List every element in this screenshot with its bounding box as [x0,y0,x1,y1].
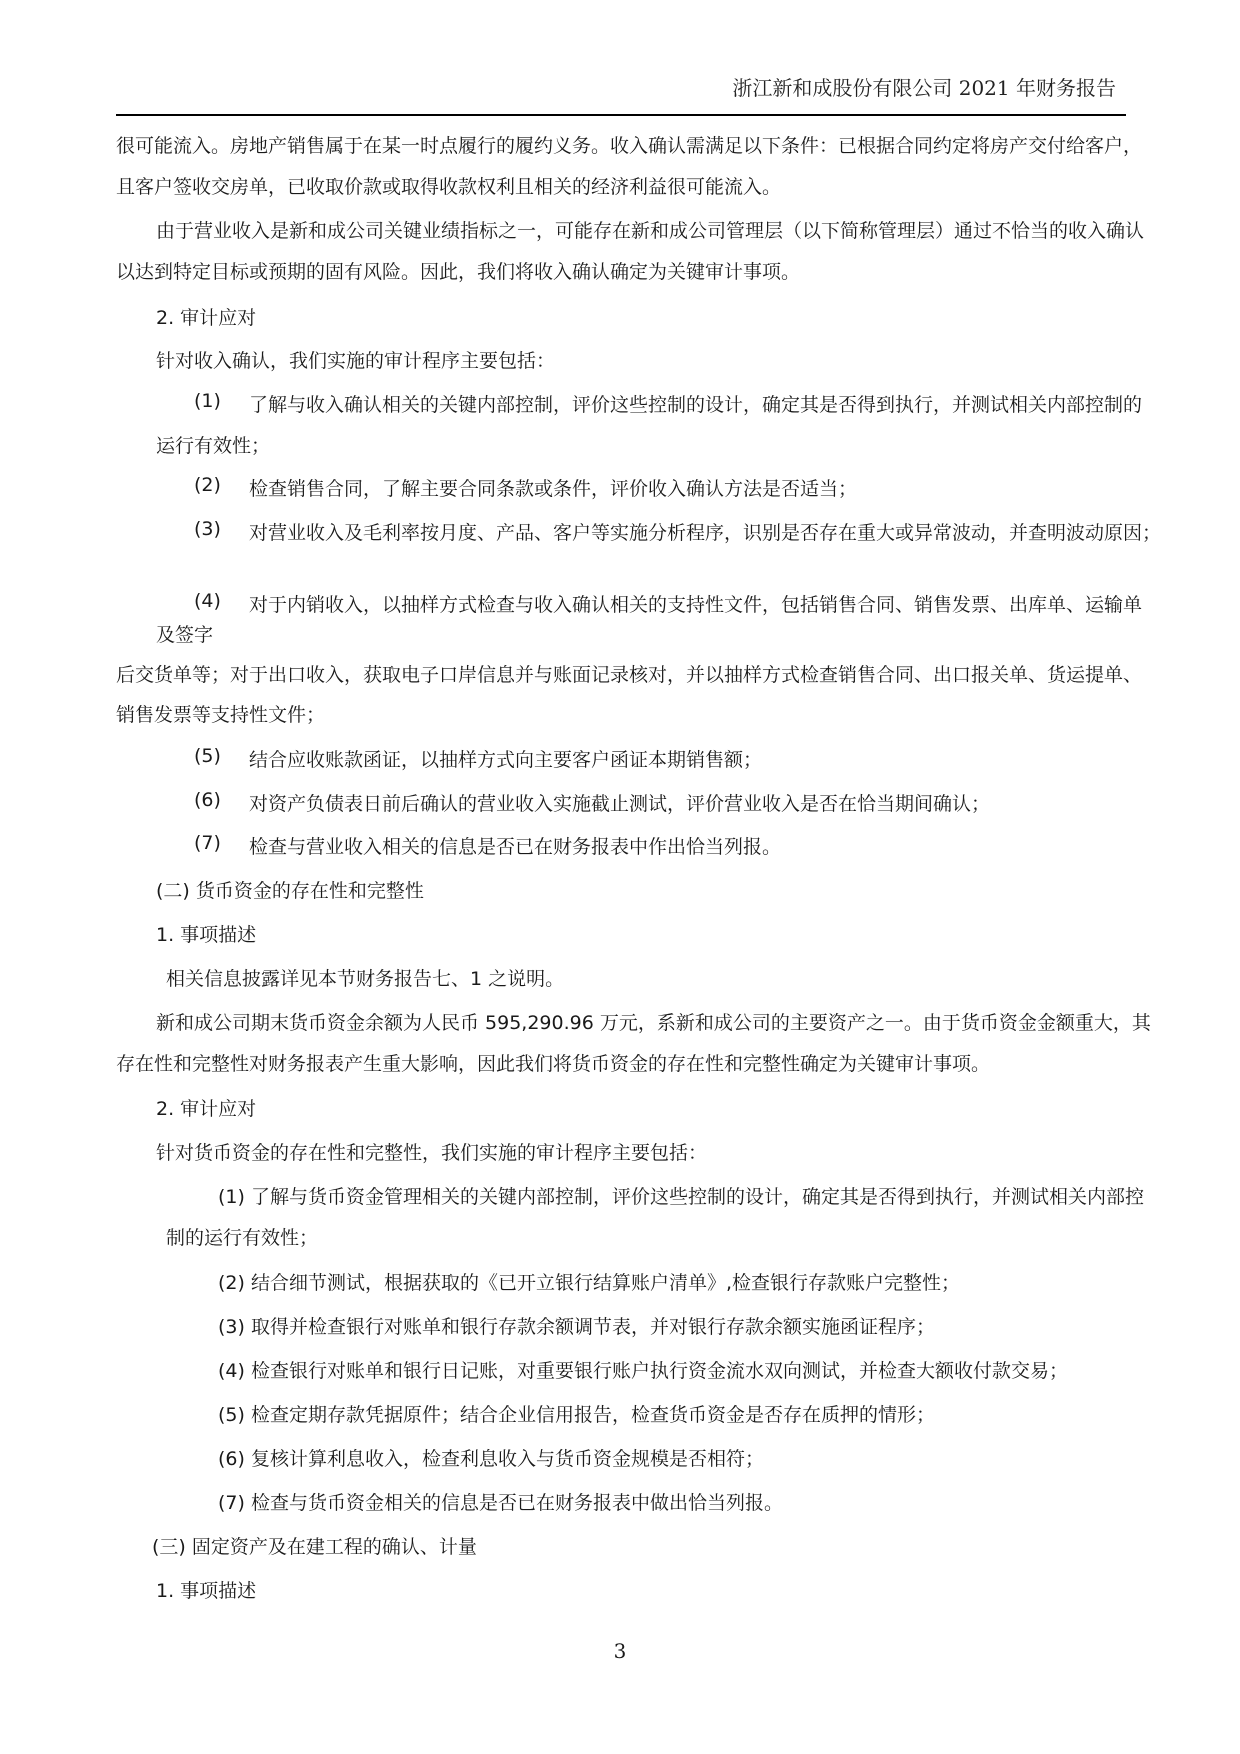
section-heading: 1. 事项描述 [156,924,257,946]
section-heading: (二) 货币资金的存在性和完整性 [156,880,424,902]
list-item: 检查与营业收入相关的信息是否已在财务报表中作出恰当列报。 [249,836,782,858]
intro-text: 针对货币资金的存在性和完整性，我们实施的审计程序主要包括： [156,1142,708,1164]
list-item-number: (5) [194,745,221,767]
report-header: 浙江新和成股份有限公司 2021 年财务报告 [732,76,1116,100]
list-item: 对于内销收入，以抽样方式检查与收入确认相关的支持性文件，包括销售合同、销售发票、出库单、运输单 [249,594,1143,616]
header-rule [116,114,1126,116]
list-item: (3) 取得并检查银行对账单和银行存款余额调节表，并对银行存款余额实施函证程序； [218,1316,935,1338]
list-item-number: (2) [194,474,221,496]
list-item: (7) 检查与货币资金相关的信息是否已在财务报表中做出恰当列报。 [218,1492,783,1514]
list-item-continuation: 后交货单等；对于出口收入，获取电子口岸信息并与账面记录核对，并以抽样方式检查销售合同、出口报关单、货运提单、 [116,664,1143,686]
list-item-continuation: 销售发票等支持性文件； [116,704,326,726]
intro-text: 针对收入确认，我们实施的审计程序主要包括： [156,350,556,372]
list-item: 结合应收账款函证，以抽样方式向主要客户函证本期销售额； [249,749,763,771]
section-heading: (三) 固定资产及在建工程的确认、计量 [152,1536,477,1558]
list-item-number: (6) [194,789,221,811]
paragraph-line: 且客户签收交房单，已收取价款或取得收款权利且相关的经济利益很可能流入。 [116,176,782,198]
section-heading: 2. 审计应对 [156,307,257,329]
list-item: 对营业收入及毛利率按月度、产品、客户等实施分析程序，识别是否存在重大或异常波动，并查明波动原因； [249,522,1162,544]
paragraph-line: 很可能流入。房地产销售属于在某一时点履行的履约义务。收入确认需满足以下条件：已根据合同约定将房产交付给客户， [116,135,1143,157]
list-item: (6) 复核计算利息收入，检查利息收入与货币资金规模是否相符； [218,1448,764,1470]
list-item: (2) 结合细节测试，根据获取的《已开立银行结算账户清单》,检查银行存款账户完整性； [218,1272,960,1294]
list-item: 对资产负债表日前后确认的营业收入实施截止测试，评价营业收入是否在恰当期间确认； [249,793,991,815]
list-item-number: (1) [194,390,221,412]
section-heading: 2. 审计应对 [156,1098,257,1120]
list-item: 检查销售合同，了解主要合同条款或条件，评价收入确认方法是否适当； [249,478,858,500]
list-item-continuation: 制的运行有效性； [166,1227,319,1249]
list-item-number: (7) [194,832,221,854]
list-item: (4) 检查银行对账单和银行日记账，对重要银行账户执行资金流水双向测试，并检查大额收付款交易； [218,1360,1068,1382]
paragraph-line: 存在性和完整性对财务报表产生重大影响，因此我们将货币资金的存在性和完整性确定为关键审计事项。 [116,1053,991,1075]
paragraph-line: 新和成公司期末货币资金余额为人民币 595,290.96 万元，系新和成公司的主要资产之一。由于货币资金金额重大，其 [156,1012,1151,1034]
list-item: (5) 检查定期存款凭据原件；结合企业信用报告，检查货币资金是否存在质押的情形； [218,1404,935,1426]
list-item-continuation: 运行有效性； [156,435,271,457]
reference-text: 相关信息披露详见本节财务报告七、1 之说明。 [166,968,565,990]
section-heading: 1. 事项描述 [156,1580,257,1602]
paragraph-line: 以达到特定目标或预期的固有风险。因此，我们将收入确认确定为关键审计事项。 [116,261,801,283]
list-item: 了解与收入确认相关的关键内部控制，评价这些控制的设计，确定其是否得到执行，并测试相关内部控制的 [249,394,1143,416]
list-item-continuation: 及签字 [156,624,214,646]
list-item-number: (4) [194,590,221,612]
paragraph-line: 由于营业收入是新和成公司关键业绩指标之一，可能存在新和成公司管理层（以下简称管理层）通过不恰当的收入确认 [156,220,1145,242]
list-item-number: (3) [194,518,221,540]
page-number: 3 [613,1639,627,1663]
list-item: (1) 了解与货币资金管理相关的关键内部控制，评价这些控制的设计，确定其是否得到执行，并测试相关内部控 [218,1186,1144,1208]
